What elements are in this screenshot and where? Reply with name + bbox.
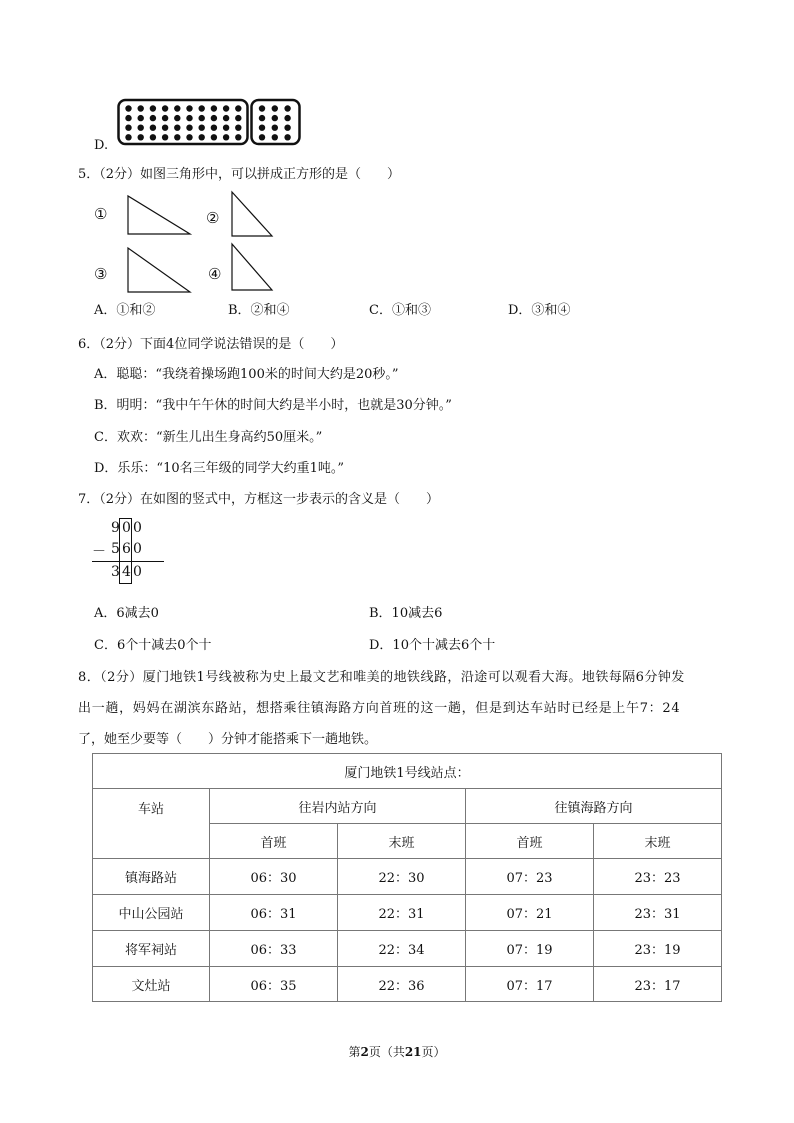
dot bbox=[272, 134, 278, 140]
time-cell: 22：31 bbox=[338, 895, 466, 931]
time-cell: 22：36 bbox=[338, 967, 466, 1002]
subtraction-rule bbox=[92, 561, 164, 562]
time-cell: 06：33 bbox=[210, 931, 338, 967]
q8-stem-line2: 出一趟，妈妈在湖滨东路站，想搭乘往镇海路方向首班的这一趟，但是到达车站时已经是上午7：24 bbox=[78, 701, 681, 716]
q5-triangle-3 bbox=[126, 246, 192, 294]
q6-option-a[interactable]: A．聪聪：“我绕着操场跑100米的时间大约是20秒。” bbox=[94, 367, 399, 382]
digit: 0 bbox=[133, 520, 142, 536]
minus-sign: － bbox=[92, 544, 106, 560]
dot bbox=[223, 115, 229, 121]
station-cell: 镇海路站 bbox=[93, 859, 210, 895]
q7-options-row2 bbox=[94, 634, 714, 654]
dot bbox=[235, 125, 241, 131]
dot bbox=[284, 105, 290, 111]
digit: 9 bbox=[111, 520, 120, 536]
dot bbox=[223, 125, 229, 131]
dot bbox=[174, 125, 180, 131]
digit: 4 bbox=[122, 564, 131, 580]
dots-small-group bbox=[259, 105, 291, 140]
dot bbox=[186, 105, 192, 111]
table-row bbox=[93, 967, 722, 1002]
dot bbox=[259, 125, 265, 131]
dot bbox=[125, 115, 131, 121]
dot bbox=[211, 105, 217, 111]
dot bbox=[138, 105, 144, 111]
dot bbox=[223, 134, 229, 140]
first-train-header: 首班 bbox=[466, 824, 594, 859]
dots-large-group bbox=[125, 105, 241, 140]
digit: 0 bbox=[133, 541, 142, 557]
dot bbox=[186, 125, 192, 131]
dot bbox=[174, 105, 180, 111]
digit: 6 bbox=[122, 541, 131, 557]
dot bbox=[162, 134, 168, 140]
dot bbox=[259, 105, 265, 111]
table-row bbox=[93, 895, 722, 931]
q5-fig-label-3: ③ bbox=[94, 265, 108, 283]
direction-zhenhai-header: 往镇海路方向 bbox=[466, 789, 722, 824]
footer-total-pages: 21 bbox=[404, 1045, 422, 1059]
q4-dot-array-figure bbox=[117, 98, 302, 148]
q7-stem: 7．（2分）在如图的竖式中，方框这一步表示的含义是（ ） bbox=[78, 492, 440, 507]
dot bbox=[211, 115, 217, 121]
time-cell: 23：19 bbox=[594, 931, 722, 967]
dot bbox=[235, 105, 241, 111]
dot bbox=[174, 115, 180, 121]
digit: 0 bbox=[122, 520, 131, 536]
time-cell: 07：23 bbox=[466, 859, 594, 895]
dot bbox=[138, 134, 144, 140]
q5-option-a[interactable]: A．①和② bbox=[94, 303, 156, 318]
time-cell: 07：21 bbox=[466, 895, 594, 931]
table-header-row bbox=[93, 789, 722, 824]
dot bbox=[199, 125, 205, 131]
dot bbox=[259, 115, 265, 121]
dot bbox=[138, 125, 144, 131]
footer-post: 页） bbox=[421, 1045, 446, 1059]
dot bbox=[162, 105, 168, 111]
dot bbox=[174, 134, 180, 140]
time-cell: 07：17 bbox=[466, 967, 594, 1002]
q6-option-b[interactable]: B．明明：“我中午午休的时间大约是半小时，也就是30分钟。” bbox=[94, 398, 452, 413]
q5-triangle-1 bbox=[126, 194, 192, 236]
last-train-header: 末班 bbox=[338, 824, 466, 859]
footer-page-number: 2 bbox=[360, 1045, 369, 1059]
time-cell: 22：34 bbox=[338, 931, 466, 967]
dot bbox=[284, 125, 290, 131]
q8-stem-line1: 8．（2分）厦门地铁1号线被称为史上最文艺和唯美的地铁线路，沿途可以观看大海。地铁每隔6分钟发 bbox=[78, 670, 685, 685]
q5-options bbox=[94, 299, 714, 319]
table-title: 厦门地铁1号线站点： bbox=[93, 754, 722, 789]
dot bbox=[162, 125, 168, 131]
dot bbox=[259, 134, 265, 140]
q5-option-d[interactable]: D．③和④ bbox=[508, 303, 571, 318]
q5-triangle-2 bbox=[230, 190, 274, 238]
dot bbox=[272, 125, 278, 131]
q7-vertical-subtraction bbox=[92, 518, 172, 586]
dot bbox=[211, 134, 217, 140]
direction-yannei-header: 往岩内站方向 bbox=[210, 789, 466, 824]
q5-fig-label-1: ① bbox=[94, 205, 108, 223]
footer-mid: 页（共 bbox=[368, 1045, 405, 1059]
dot bbox=[186, 115, 192, 121]
footer-pre: 第 bbox=[348, 1045, 361, 1059]
q6-option-c[interactable]: C．欢欢：“新生儿出生身高约50厘米。” bbox=[94, 430, 323, 445]
metro-schedule-table bbox=[92, 753, 722, 1002]
dot bbox=[272, 115, 278, 121]
time-cell: 22：30 bbox=[338, 859, 466, 895]
q7-option-c[interactable]: C．6个十减去0个十 bbox=[94, 638, 212, 653]
q5-stem: 5．（2分）如图三角形中，可以拼成正方形的是（ ） bbox=[78, 167, 401, 182]
dot bbox=[199, 115, 205, 121]
q7-option-b[interactable]: B．10减去6 bbox=[369, 606, 443, 621]
digit: 5 bbox=[111, 541, 120, 557]
q6-option-d[interactable]: D．乐乐：“10名三年级的同学大约重1吨。” bbox=[94, 461, 345, 476]
tens-column-box bbox=[119, 518, 132, 584]
dot bbox=[150, 115, 156, 121]
table-row bbox=[93, 859, 722, 895]
dot bbox=[150, 125, 156, 131]
q5-fig-label-4: ④ bbox=[208, 265, 222, 283]
q7-option-d[interactable]: D．10个十减去6个十 bbox=[369, 638, 496, 653]
dot bbox=[235, 134, 241, 140]
q7-option-a[interactable]: A．6减去0 bbox=[94, 606, 159, 621]
dot bbox=[125, 134, 131, 140]
dot bbox=[199, 105, 205, 111]
time-cell: 23：17 bbox=[594, 967, 722, 1002]
digit: 3 bbox=[111, 564, 120, 580]
dot bbox=[199, 134, 205, 140]
station-cell: 中山公园站 bbox=[93, 895, 210, 931]
dot bbox=[284, 115, 290, 121]
time-cell: 23：31 bbox=[594, 895, 722, 931]
dot bbox=[125, 125, 131, 131]
dot bbox=[125, 105, 131, 111]
first-train-header: 首班 bbox=[210, 824, 338, 859]
dot bbox=[186, 134, 192, 140]
station-cell: 文灶站 bbox=[93, 967, 210, 1002]
dot bbox=[138, 115, 144, 121]
q4-option-d-label: D. bbox=[94, 138, 109, 153]
dot bbox=[272, 105, 278, 111]
station-cell: 将军祠站 bbox=[93, 931, 210, 967]
q5-option-c[interactable]: C．①和③ bbox=[369, 303, 431, 318]
last-train-header: 末班 bbox=[594, 824, 722, 859]
time-cell: 06：30 bbox=[210, 859, 338, 895]
page-footer bbox=[0, 1043, 794, 1060]
q5-triangle-4 bbox=[230, 242, 274, 292]
digit: 0 bbox=[133, 564, 142, 580]
q5-option-b[interactable]: B．②和④ bbox=[228, 303, 290, 318]
q5-fig-label-2: ② bbox=[206, 209, 220, 227]
dot bbox=[235, 115, 241, 121]
dot bbox=[223, 105, 229, 111]
q6-stem: 6．（2分）下面4位同学说法错误的是（ ） bbox=[78, 337, 344, 352]
time-cell: 06：35 bbox=[210, 967, 338, 1002]
table-title-row bbox=[93, 754, 722, 789]
dot bbox=[150, 134, 156, 140]
dot bbox=[284, 134, 290, 140]
q7-options-row1 bbox=[94, 602, 714, 622]
q8-stem-line3: 了，她至少要等（ ）分钟才能搭乘下一趟地铁。 bbox=[78, 732, 378, 747]
dot bbox=[162, 115, 168, 121]
time-cell: 07：19 bbox=[466, 931, 594, 967]
dot bbox=[211, 125, 217, 131]
time-cell: 06：31 bbox=[210, 895, 338, 931]
time-cell: 23：23 bbox=[594, 859, 722, 895]
station-header: 车站 bbox=[93, 789, 210, 859]
dot bbox=[150, 105, 156, 111]
table-row bbox=[93, 931, 722, 967]
